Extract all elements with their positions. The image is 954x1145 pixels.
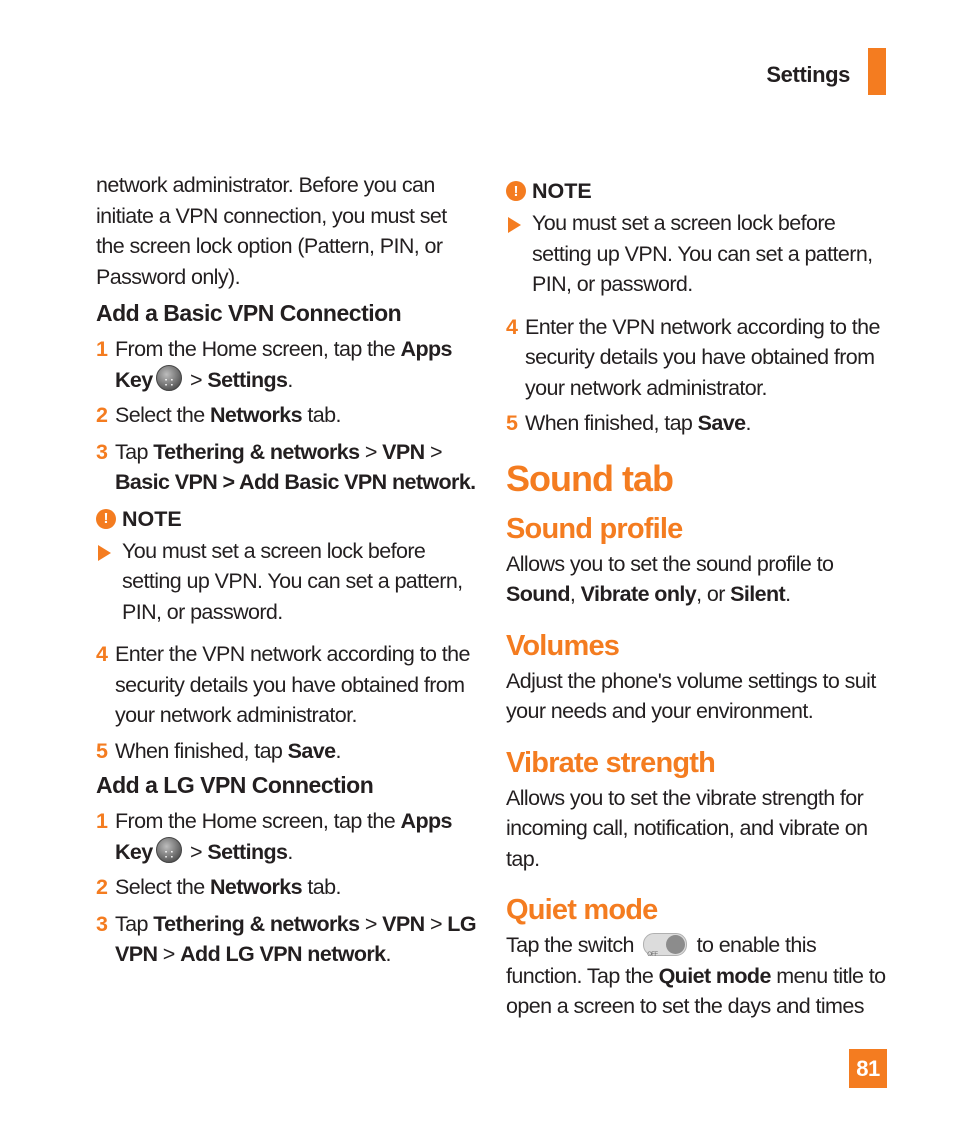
- exclamation-icon: !: [96, 509, 116, 529]
- left-column: [96, 170, 476, 970]
- page-number: 81: [849, 1049, 887, 1088]
- arrow-bullet-icon: [98, 545, 111, 561]
- vibrate-strength-heading: Vibrate strength: [506, 746, 716, 779]
- note-item: You must set a screen lock before setting up VPN. You can set a pattern, PIN, or password.: [96, 536, 476, 628]
- lg-vpn-heading: Add a LG VPN Connection: [96, 772, 374, 798]
- toggle-switch-icon: OFF: [643, 933, 687, 956]
- basic-step-5: 5 When finished, tap Save.: [96, 738, 341, 763]
- step-5: 5 When finished, tap Save.: [506, 411, 751, 435]
- step-4: 4 Enter the VPN network according to the security details you have obtained from your network administrator.: [506, 314, 880, 400]
- quiet-mode-text: Tap the switch OFF to enable this function. Tap the Quiet mode menu title to open a screen to set the days and times: [506, 933, 886, 1018]
- step-number: 1: [96, 337, 108, 361]
- exclamation-icon: !: [506, 181, 526, 201]
- apps-key-icon: [156, 837, 182, 863]
- sound-tab-title: Sound tab: [506, 457, 673, 499]
- lg-step-2: 2 Select the Networks tab.: [96, 875, 341, 899]
- basic-step-1: 1 From the Home screen, tap the Apps Key∷ > Settings.: [96, 334, 476, 395]
- header-accent-bar: [868, 48, 886, 95]
- lg-step-1: 1 From the Home screen, tap the Apps Key∷ > Settings.: [96, 806, 476, 867]
- note-heading: ! NOTE: [506, 176, 896, 206]
- apps-key-icon: [156, 365, 182, 391]
- volumes-text: Adjust the phone's volume settings to suit your needs and your environment.: [506, 668, 876, 723]
- note-heading: ! NOTE: [96, 504, 476, 534]
- intro-paragraph: network administrator. Before you can initiate a VPN connection, you must set the screen lock option (Pattern, PIN, or Password only).: [96, 173, 447, 289]
- lg-step-3: 3 Tap Tethering & networks > VPN > LG VPN > Add LG VPN network.: [96, 911, 476, 966]
- basic-step-3: 3 Tap Tethering & networks > VPN > Basic VPN > Add Basic VPN network.: [96, 439, 476, 494]
- basic-vpn-heading: Add a Basic VPN Connection: [96, 300, 402, 326]
- right-column: [506, 176, 896, 1022]
- quiet-mode-heading: Quiet mode: [506, 894, 658, 926]
- sound-profile-text: Allows you to set the sound profile to Sound, Vibrate only, or Silent.: [506, 551, 834, 606]
- arrow-bullet-icon: [508, 217, 521, 233]
- volumes-heading: Volumes: [506, 629, 620, 662]
- note-item: You must set a screen lock before setting up VPN. You can set a pattern, PIN, or password.: [506, 208, 896, 300]
- basic-step-2: 2 Select the Networks tab.: [96, 403, 341, 427]
- sound-profile-heading: Sound profile: [506, 512, 683, 545]
- running-header: Settings: [766, 62, 850, 87]
- vibrate-strength-text: Allows you to set the vibrate strength for incoming call, notification, and vibrate on tap.: [506, 785, 868, 871]
- basic-step-4: 4 Enter the VPN network according to the security details you have obtained from your network administrator.: [96, 642, 470, 727]
